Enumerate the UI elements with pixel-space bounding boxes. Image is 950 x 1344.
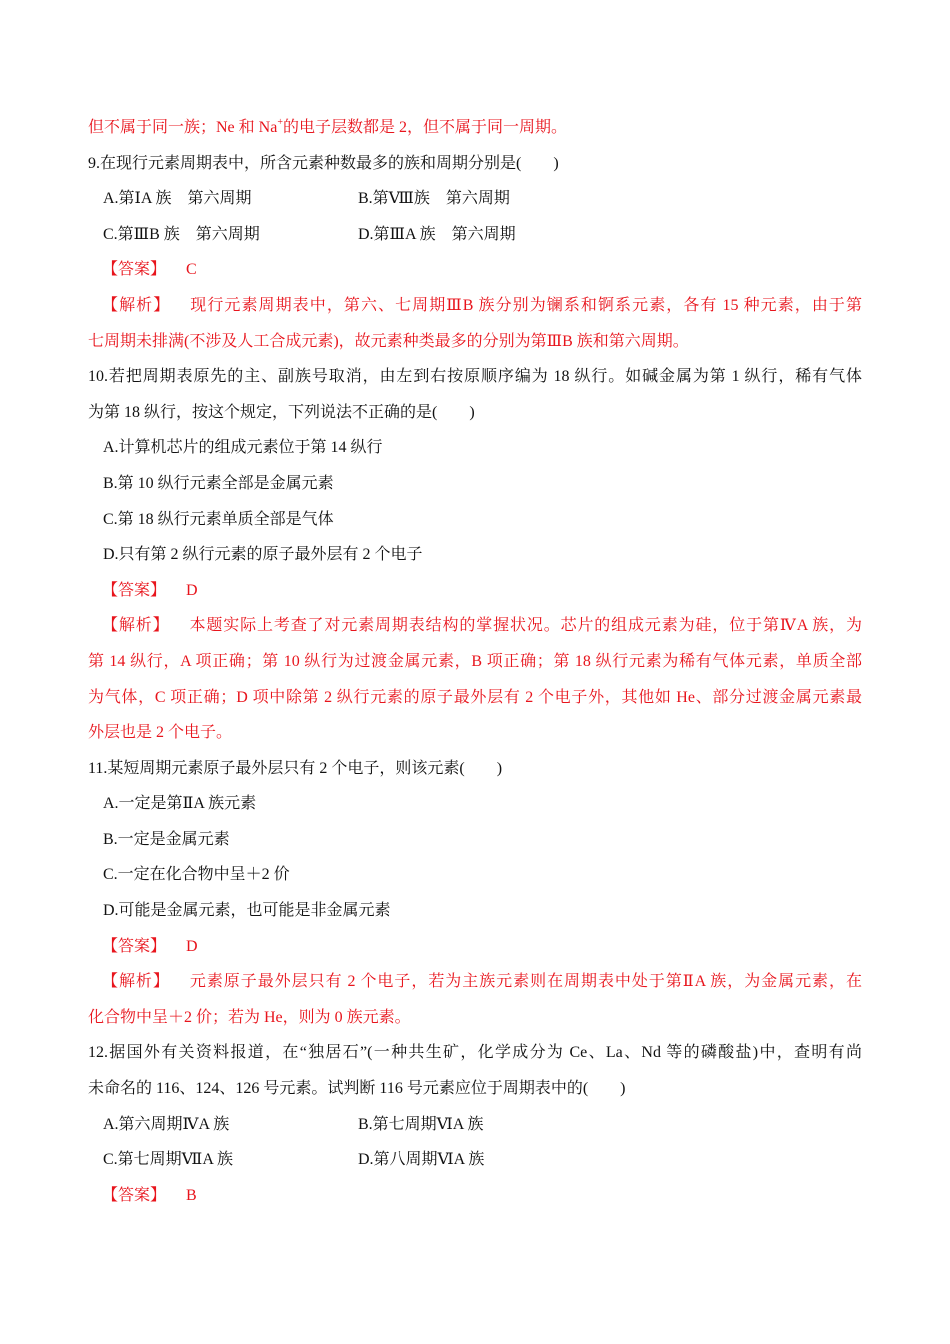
option-a: A.第六周期ⅣA 族 <box>103 1115 230 1133</box>
analysis-text: 现行元素周期表中，第六、七周期ⅢB 族分别为镧系和锕系元素，各有 15 种元素，由于第 <box>190 296 862 314</box>
option-c: C.第七周期ⅦA 族 <box>103 1151 233 1169</box>
analysis-text: 本题实际上考查了对元素周期表结构的掌握状况。芯片的组成元素为硅，位于第ⅣA 族，为 <box>189 617 862 635</box>
answer-line <box>88 929 862 965</box>
answer-line <box>88 252 862 288</box>
option-b: B.第 10 纵行元素全部是金属元素 <box>103 474 334 492</box>
option-b: B.一定是金属元素 <box>103 830 230 848</box>
analysis-line: 化合物中呈＋2 价；若为 He，则为 0 族元素。 <box>88 1008 411 1026</box>
option-c: C.第 18 纵行元素单质全部是气体 <box>103 510 334 528</box>
continuation-text-end: 的电子层数都是 2，但不属于同一周期。 <box>282 119 567 136</box>
analysis-line <box>88 964 862 1000</box>
answer-label: 【答案】 <box>102 937 167 955</box>
analysis-label: 【解析】 <box>102 973 170 991</box>
question-stem: 9.在现行元素周期表中，所含元素种数最多的族和周期分别是( ) <box>88 154 559 172</box>
question-10 <box>88 359 862 751</box>
previous-analysis-continuation <box>88 110 862 146</box>
question-9 <box>88 146 862 360</box>
options-row <box>88 217 862 253</box>
options-row <box>88 1142 862 1178</box>
answer-value: C <box>186 261 197 279</box>
option-a: A.一定是第ⅡA 族元素 <box>103 795 257 813</box>
option-c: C.第ⅢB 族 第六周期 <box>103 225 260 243</box>
ion-charge-superscript: + <box>277 117 283 128</box>
answer-line <box>88 573 862 609</box>
option-a: A.计算机芯片的组成元素位于第 14 纵行 <box>103 439 383 457</box>
option-b: B.第Ⅷ族 第六周期 <box>358 190 510 208</box>
option-d: D.第ⅢA 族 第六周期 <box>358 225 516 243</box>
question-stem: 10.若把周期表原先的主、副族号取消，由左到右按原顺序编为 18 纵行。如碱金属为第 1 纵行，稀有气体 <box>88 368 862 386</box>
options-row <box>88 1107 862 1143</box>
question-stem: 未命名的 116、124、126 号元素。试判断 116 号元素应位于周期表中的( ) <box>88 1080 626 1098</box>
analysis-line: 为气体，C 项正确；D 项中除第 2 纵行元素的原子最外层有 2 个电子外，其他如 He、部分过渡金属元素最 <box>88 688 862 706</box>
answer-line <box>88 1178 862 1214</box>
answer-value: D <box>186 581 198 599</box>
analysis-text: 元素原子最外层只有 2 个电子，若为主族元素则在周期表中处于第ⅡA 族，为金属元素，在 <box>189 973 862 991</box>
analysis-label: 【解析】 <box>102 617 170 635</box>
option-b: B.第七周期ⅥA 族 <box>358 1115 484 1133</box>
analysis-line: 七周期未排满(不涉及人工合成元素)，故元素种类最多的分别为第ⅢB 族和第六周期。 <box>88 332 689 350</box>
option-d: D.第八周期ⅥA 族 <box>358 1151 485 1169</box>
option-d: D.只有第 2 纵行元素的原子最外层有 2 个电子 <box>103 546 423 564</box>
question-stem: 12.据国外有关资料报道，在“独居石”(一种共生矿，化学成分为 Ce、La、Nd 等的磷酸盐)中，查明有尚 <box>88 1044 862 1062</box>
question-12 <box>88 1035 862 1213</box>
question-stem: 为第 18 纵行，按这个规定，下列说法不正确的是( ) <box>88 403 475 421</box>
analysis-line: 外层也是 2 个电子。 <box>88 724 233 742</box>
option-c: C.一定在化合物中呈＋2 价 <box>103 866 290 884</box>
analysis-label: 【解析】 <box>102 296 171 314</box>
continuation-text: 但不属于同一族；Ne 和 Na <box>88 119 278 136</box>
answer-value: B <box>186 1186 197 1204</box>
question-11 <box>88 751 862 1036</box>
page-content <box>88 110 862 1213</box>
option-a: A.第ⅠA 族 第六周期 <box>103 190 252 208</box>
analysis-line: 第 14 纵行，A 项正确；第 10 纵行为过渡金属元素，B 项正确；第 18 纵行元素为稀有气体元素，单质全部 <box>88 652 862 670</box>
option-d: D.可能是金属元素，也可能是非金属元素 <box>103 902 391 920</box>
analysis-line <box>88 608 862 644</box>
answer-label: 【答案】 <box>102 261 167 279</box>
analysis-line <box>88 288 862 324</box>
answer-label: 【答案】 <box>102 581 167 599</box>
question-stem: 11.某短周期元素原子最外层只有 2 个电子，则该元素( ) <box>88 759 503 777</box>
answer-value: D <box>186 937 198 955</box>
answer-label: 【答案】 <box>102 1186 167 1204</box>
options-row <box>88 181 862 217</box>
